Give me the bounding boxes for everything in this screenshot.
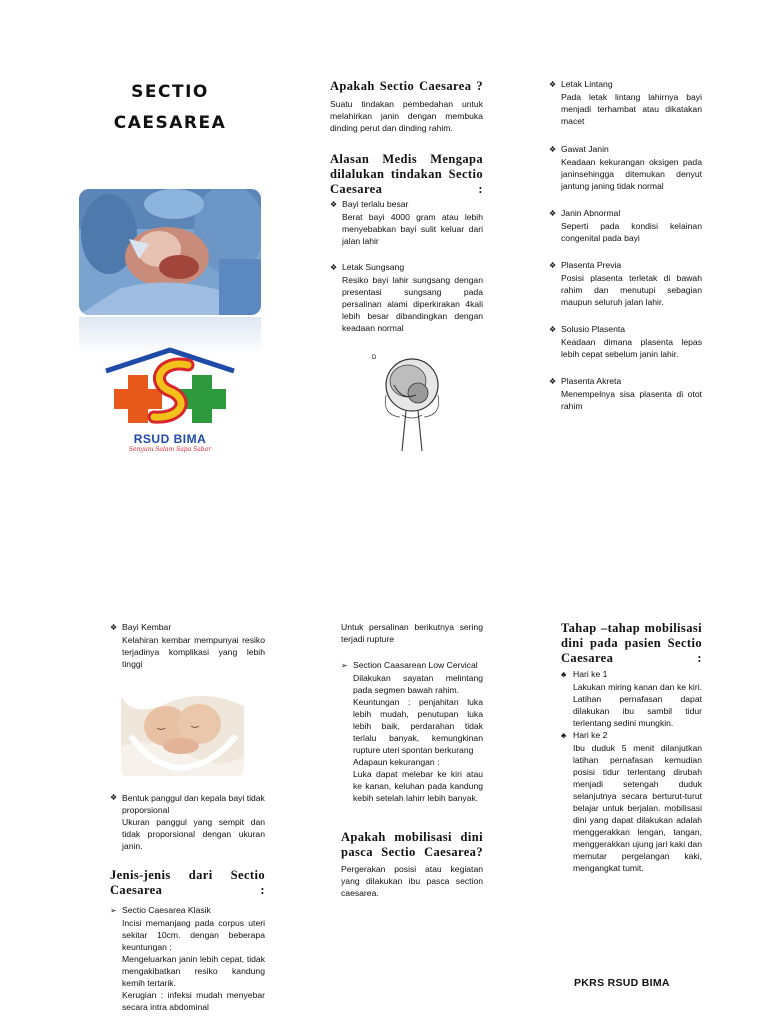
twin-babies-photo [121,676,244,776]
lowcervical-disadvantage: Luka dapat melebar ke kiri atau ke kanan, keluhan pada kandung kebih setelah lahirr lebih banyak. [353,769,483,803]
title-line-1: SECTIO [131,82,209,102]
list-item [549,207,702,244]
item-label: Letak Sungsang [342,262,405,272]
panel-more-reasons [549,78,702,412]
heading-sc-types: Jenis-jenis dari Sectio Caesarea : [110,868,265,897]
item-text: Ibu duduk 5 menit dilanjutkan latihan pernafasan kemudian posisi tidur terlentang dirubah menjadi setengah duduk selanjutnya secara berturut-turut belajar untuk berjalan. mobilisasi dini yang dapat dilakukan adalah menggerakkan lengan, tangan, menggerakkan ujung jari kaki dan memutar pergelangan kaki, mengangkat tumit. [573,743,702,873]
klasik-advantage: Mengeluarkan janin lebih cepat, tidak mengakibatkan resiko kandung kemih tertarik. [122,954,265,988]
diamond-bullet-icon: ❖ [110,793,118,802]
list-item [549,323,702,360]
item-text: Lakukan miring kanan dan ke kiri. Latihan pernafasan dapat dilakukan ibu sambil tidur terlentang sedini mungkin. [573,682,702,728]
list-item [561,729,702,874]
heading-what-is-sc: Apakah Sectio Caesarea ? [330,79,483,93]
logo-tagline: Senyum Salam Sapa Sabar [128,446,212,453]
item-text: Posisi plasenta terletak di bawah rahim dan menutupi sebagian maupun seluruh jalan lahir. [561,273,702,307]
lowcervical-disadvantage-label: Adapaun kekurangan : [353,757,440,767]
item-label: Plasenta Akreta [561,376,622,386]
arrow-bullet-icon: ➢ [110,906,117,915]
item-label: Janin Abnormal [561,208,621,218]
list-item [549,78,702,127]
panel-what-is-sc [330,79,483,334]
heading-early-mobilization: Apakah mobilisasi dini pasca Sectio Caesarea? [341,830,483,859]
item-label: Letak Lintang [561,79,613,89]
diamond-bullet-icon: ❖ [549,80,557,89]
diamond-bullet-icon: ❖ [549,377,557,386]
item-text: Keadaan kekurangan oksigen pada janinsehingga ditemukan denyut jantung janing tidak normal [561,157,702,191]
lowcervical-advantage: Keuntungan : penjahitan luka lebih mudah, penutupan luka lebih baik, perdarahan tidak terlalu banyak, kemungkinan rupture uteri spontan berkurang [353,697,483,755]
item-label: Section Caasarean Low Cervical [353,660,478,670]
item-text: Incisi memanjang pada corpus uteri sekitar 10cm. dengan beberapa keuntungan : [122,918,265,952]
heading-mobilization-stages: Tahap –tahap mobilisasi dini pada pasien Sectio Caesarea : [561,621,702,665]
diamond-bullet-icon: ❖ [330,263,338,272]
item-label: Plasenta Previa [561,260,622,270]
diamond-bullet-icon: ❖ [549,209,557,218]
club-bullet-icon: ♣ [561,670,567,679]
item-label: Gawat Janin [561,144,609,154]
diamond-bullet-icon: ❖ [330,200,338,209]
panel-twins-types [110,621,265,670]
list-item [110,792,265,852]
sc-definition: Suatu tindakan pembedahan untuk melahirkan janin dengan membuka dinding perut dan dinding rahim. [330,99,483,133]
item-text: Kelahiran kembar mempunyai resiko terjadinya komplikasi yang lebih tinggi [122,635,265,669]
diamond-bullet-icon: ❖ [549,325,557,334]
panel-low-cervical [341,621,483,899]
list-item [341,659,483,804]
item-text: Keadaan dimana plasenta lepas lebih cepat sebelum janin lahir. [561,337,702,359]
surgery-photo [79,189,261,315]
item-label: Bayi Kembar [122,622,172,632]
panel-pelvis-types [110,792,265,1013]
rsud-bima-logo [100,345,240,453]
figure-label: D [372,355,377,361]
item-label: Sectio Caesarea Klasik [122,905,211,915]
item-text: Resiko bayi lahir sungsang dengan presentasi sungsang pada persalinan alami diperkirakan 4kali lebih besar dibandingkan dengan keadaan normal [342,275,483,333]
list-item [330,261,483,334]
list-item [110,904,265,1013]
item-label: Bentuk panggul dan kepala bayi tidak proporsional [122,793,265,815]
breech-fetus-illustration [372,355,452,453]
footer-credit: PKRS RSUD BIMA [574,977,670,989]
list-item [549,375,702,412]
diamond-bullet-icon: ❖ [110,623,118,632]
diamond-bullet-icon: ❖ [549,261,557,270]
list-item [561,668,702,729]
item-text: Berat bayi 4000 gram atau lebih menyebabkan bayi sulit keluar dari jalan lahir [342,212,483,246]
mobilization-definition: Pergerakan posisi atau kegiatan yang dilakukan ibu pasca section caesarea. [341,864,483,898]
klasik-disadvantage: Kerugian : infeksi mudah menyebar secara intra abdominal [122,990,265,1012]
hospital-cross-icon [100,345,240,425]
brochure-title [105,82,235,133]
item-text: Dilakukan sayatan melintang pada segmen bawah rahim. [353,673,483,695]
heading-medical-reasons: Alasan Medis Mengapa dilalukan tindakan Sectio Caesarea : [330,152,483,196]
item-label: Hari ke 2 [573,730,608,740]
diamond-bullet-icon: ❖ [549,145,557,154]
item-text: Pada letak lintang lahirnya bayi menjadi terhambat atau dikatakan macet [561,92,702,126]
list-item [110,621,265,670]
list-item [549,143,702,192]
item-label: Solusio Plasenta [561,324,626,334]
panel-mobilization-stages [561,621,702,874]
logo-text: RSUD BIMA [133,432,207,446]
list-item [549,259,702,308]
item-text: Ukuran panggul yang sempit dan tidak proporsional dengan ukuran janin. [122,817,265,851]
klasik-continuation: Untuk persalinan berikutnya sering terjadi rupture [341,622,483,644]
arrow-bullet-icon: ➢ [341,661,348,670]
item-text: Menempelnya sisa plasenta di otot rahim [561,389,702,411]
list-item [330,198,483,247]
item-label: Bayi terlalu besar [342,199,409,209]
title-line-2: CAESAREA [113,113,227,133]
item-text: Seperti pada kondisi kelainan congenital pada bayi [561,221,702,243]
item-label: Hari ke 1 [573,669,608,679]
club-bullet-icon: ♣ [561,731,567,740]
